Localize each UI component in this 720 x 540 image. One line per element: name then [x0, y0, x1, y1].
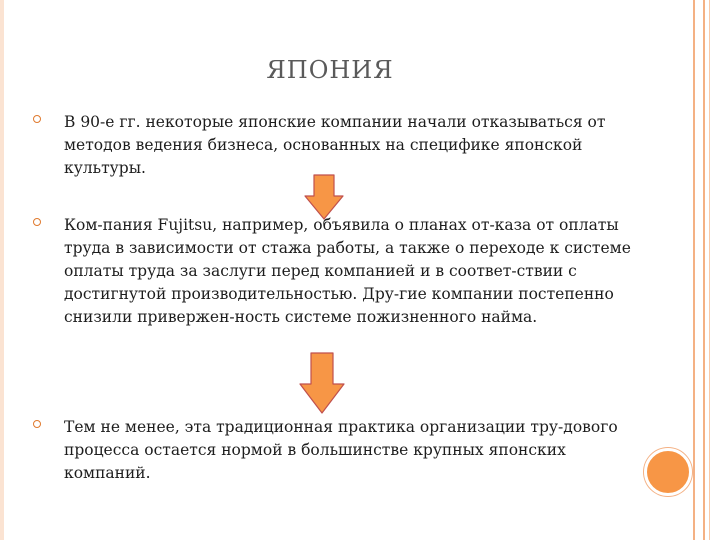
bullet-text-2: Ком-пания Fujitsu, например, объявила о планах от-каза от оплаты труда в зависимости от стажа работы, а также о переходе к системе оплаты труда за заслуги перед компанией и в соответ-ствии с достигнутой производительностью. Дру-гие компании постепенно снизили привержен-ность системе пожизненного найма.	[64, 216, 631, 326]
bullet-circle-icon	[33, 218, 41, 226]
down-arrow-icon	[299, 352, 345, 414]
bullet-text-1: В 90-е гг. некоторые японские компании начали отказываться от методов ведения бизнеса, основанных на специфике японской культуры.	[64, 113, 606, 177]
right-border-line-3	[709, 0, 710, 540]
slide-title: ЯПОНИЯ	[266, 56, 394, 84]
bullet-circle-icon	[33, 420, 41, 428]
right-border-line-2	[703, 0, 705, 540]
bullet-text-3: Тем не менее, эта традиционная практика организации тру-дового процесса остается нормой в большинстве крупных японских компаний.	[64, 418, 618, 482]
orange-circle-icon	[644, 448, 692, 496]
bullet-circle-icon	[33, 115, 41, 123]
right-border-line-1	[693, 0, 695, 540]
left-border-line	[0, 0, 4, 540]
